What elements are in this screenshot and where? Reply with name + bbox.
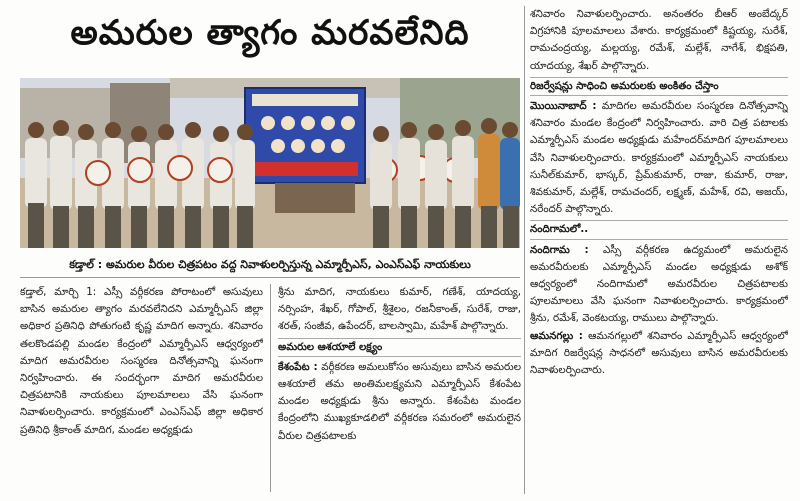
column2-subhead: అమరుల ఆశయాలే లక్ష్యం — [278, 338, 521, 357]
main-column-divider — [524, 6, 525, 494]
column3-text1: శనివారం నివాళులర్పించారు. అనంతరం బీఆర్ అంబేద్కర్ విగ్రహానికి పూలమాలలు వేశారు. కార్యక్రమంలో కిష్టయ్య, సురేశ్, రామచంద్రయ్య, మల్లయ్య, రమేశ్, మల్లేశ్, నాగేశ్, భిక్షపతి, యాదయ్య, శేఖర్ పాల్గొన్నారు. — [530, 8, 788, 72]
column3-text2: మాదిగల అమరవీరుల సంస్మరణ దినోత్సవాన్ని శనివారం మండల కేంద్రంలో నిర్వహించారు. వారి చిత్ర పటాలకు ఎమ్మార్పీఎస్ మండల అధ్యక్షుడు మహేందర్‌మాదిగ పూలమాలలు వేసి నివాళులర్పించారు. కార్యక్రమంలో ఎమ్మార్పీఎస్ నాయకులు సునీల్‌కుమార్, భాస్కర్, ప్రేమ్‌కుమార్, రాజు, కుమార్, రాజు, శివకుమార్, మల్లేశ్, రామచందర్, లక్ష్మణ్, మహేశ్, రవి, అజయ్, నరేందర్ పాల్గొన్నారు. — [530, 100, 788, 216]
column3-lead3: నందిగామ : — [530, 243, 589, 256]
column3-lead2: మొయినాబాద్ : — [530, 100, 597, 113]
headline: అమరుల త్యాగం మరవలేనిది — [70, 13, 470, 53]
column3-lead4: ఆమనగల్లు : — [530, 329, 583, 342]
column3-subhead2: నందిగామలో.. — [530, 220, 788, 239]
photo-caption: కడ్తాల్ : అమరుల వీరుల చిత్రపటం వద్ద నివాళులర్పిస్తున్న ఎమ్మార్పీఎస్, ఎంఎస్ఎఫ్ నాయకులు — [20, 252, 520, 278]
article-column-3 — [530, 6, 788, 494]
column3-para4 — [530, 328, 788, 380]
column3-text4: ఆమనగల్లులో శనివారం ఎమ్మార్పీఎస్ ఆధ్వర్యంలో మాదిగ రిజర్వేషన్ల సాధనలో అసువులు బాసిన అమరవీరులకు నివాళులర్పించారు. — [530, 329, 788, 377]
column2-text2: వర్గీకరణ అమలుకోసం అసువులు బాసిన అమరుల ఆశయాలే తమ అంతిమలక్ష్యమని ఎమ్మార్పీఎస్ కేశంపేట మండల అధ్యక్షుడు శ్రీను అన్నారు. కేశంపేట మండల కేంద్రంలోని ముఖ్యకూడలిలో వర్గీకరణ సమరంలో అమరులైన వీరుల చిత్రపటాలకు — [278, 360, 521, 442]
article-column-2 — [278, 284, 521, 494]
column3-para3 — [530, 242, 788, 328]
article-column-1 — [20, 284, 263, 494]
column3-subhead1: రిజర్వేషన్లు సాధించి అమరులకు అంకితం చేస్తాం — [530, 77, 788, 96]
column3-para2 — [530, 98, 788, 218]
column3-text3: ఎస్సీ వర్గీకరణ ఉద్యమంలో అమరులైన అమరవీరులకు ఎమ్మార్పీఎస్ మండల అధ్యక్షుడు అశోక్ ఆధ్వర్యంలో నందిగామలో అమరవీరుల చిత్రపటాలకు పూలమాలలు వేసి ఘనంగా నివాళులర్పించారు. కార్యక్రమంలో శ్రీను, రమేశ్, వెంకటయ్య, రాములు పాల్గొన్నారు. — [530, 243, 788, 325]
column2-para2 — [278, 359, 521, 445]
column2-lead: కేశంపేట : — [278, 360, 318, 373]
column1-text: కడ్తాల్, మార్చి 1: ఎస్సీ వర్గీకరణ పోరాటంలో అసువులు బాసిన అమరుల త్యాగం మరవలేనిదని ఎమ్మార్పీఎస్ జిల్లా అధికార ప్రతినిధి పోతుగంటి కృష్ణ మాదిగ అన్నారు. శనివారం తలకొండపల్లి మండల కేంద్రంలో ఎమ్మార్పీఎస్ ఆధ్వర్యంలో మాదిగ అమరవీరుల సంస్మరణ దినోత్సవాన్ని ఘనంగా నిర్వహించారు. ఈ సందర్భంగా మాదిగ అమరవీరుల చిత్రపటానికి నాయకులు పూలమాలలు వేసి ఘనంగా నివాళులర్పించారు. కార్యక్రమంలో ఎంఎస్ఎఫ్ జిల్లా అధికార ప్రతినిధి శ్రీకాంత్ మాదిగ, మండల అధ్యక్షుడు — [20, 286, 263, 436]
photo-illustration — [20, 78, 520, 248]
column-divider — [270, 284, 271, 492]
news-photo — [20, 78, 520, 248]
column2-text1: శ్రీను మాదిగ, నాయకులు కుమార్, గణేశ్, యాదయ్య, నర్సింహ, శేఖర్, గోపాల్, శ్రీశైలం, రజనీకాంత్, సురేశ్, రాజు, శరత్, సంజీవ, ఉపేందర్, బాలస్వామి, మహేశ్ పాల్గొన్నారు. — [278, 286, 521, 333]
